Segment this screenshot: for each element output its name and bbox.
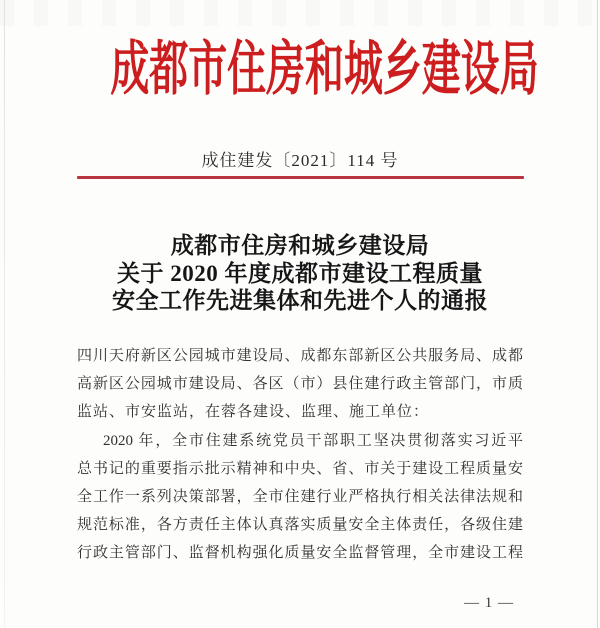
page-number: — 1 — [464, 595, 514, 611]
salutation-line: 高新区公园城市建设局、各区（市）县住建行政主管部门，市质 [77, 376, 523, 393]
salutation-line: 监站、市安监站，在蓉各建设、监理、施工单位： [77, 404, 430, 421]
document-body [77, 342, 523, 568]
paragraph-line: 规范标准，各方责任主体认真落实质量安全主体责任，各级住建 [77, 517, 523, 534]
salutation-line: 四川天府新区公园城市建设局、成都东部新区公共服务局、成都 [77, 348, 523, 364]
paragraph-line: 2020 年，全市住建系统党员干部职工坚决贯彻落实习近平 [103, 432, 523, 449]
scan-artifact-top [0, 0, 600, 26]
document-title-line-3: 安全工作先进集体和先进个人的通报 [112, 288, 488, 313]
red-separator-line [77, 176, 524, 179]
document-title-line-1: 成都市住房和城乡建设局 [170, 233, 430, 258]
agency-name-text: 成都市住房和城乡建设局 [110, 36, 539, 102]
document-title-line-2: 关于 2020 年度成都市建设工程质量 [117, 260, 483, 286]
document-reference-number: 成住建发〔2021〕114 号 [201, 151, 399, 170]
paragraph-line: 行政主管部门、监督机构强化质量安全监督管理，全市建设工程 [77, 545, 523, 562]
agency-masthead [0, 36, 600, 102]
paragraph-line: 全工作一系列决策部署，全市住建行业严格执行相关法律法规和 [77, 488, 523, 505]
paragraph-line: 总书记的重要指示批示精神和中央、省、市关于建设工程质量安 [77, 460, 523, 477]
document-title [0, 232, 600, 315]
